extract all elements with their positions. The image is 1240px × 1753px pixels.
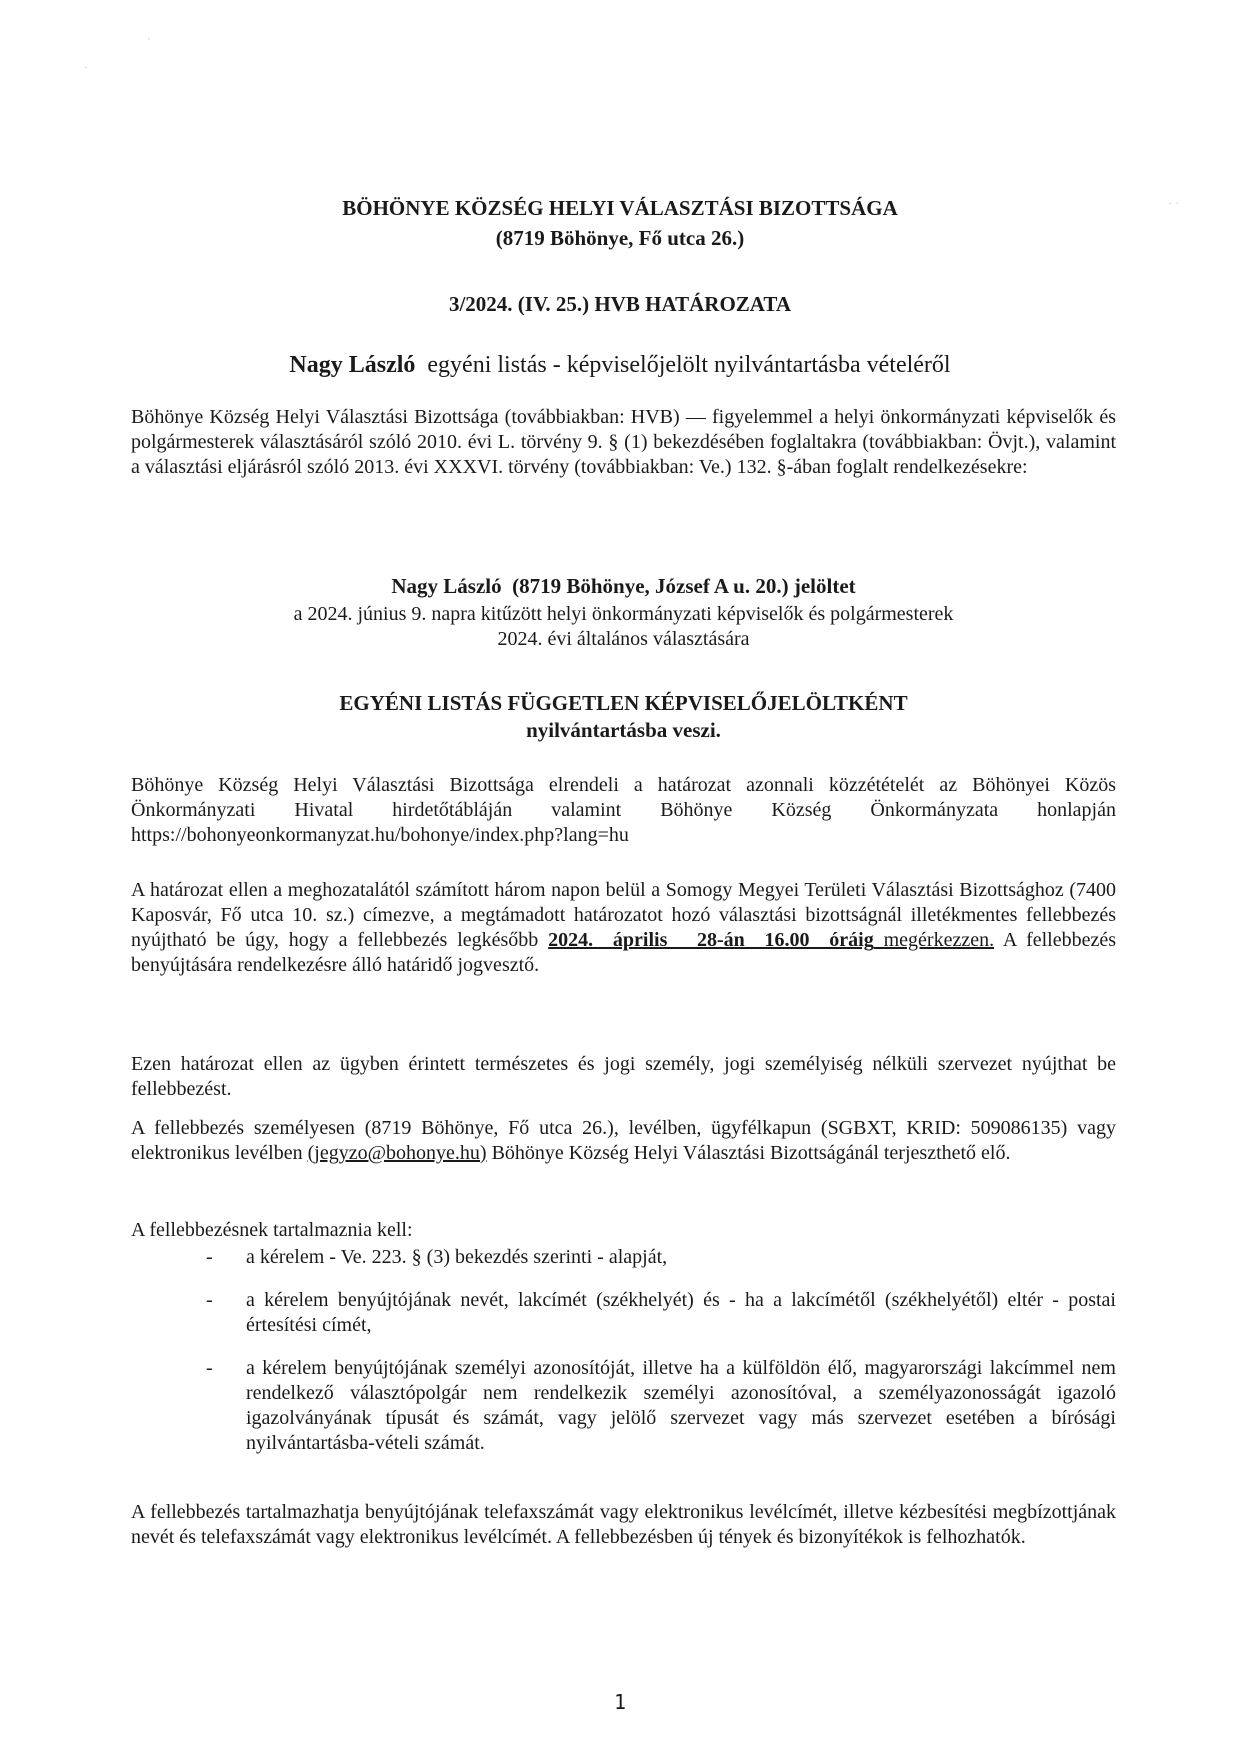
committee-address: (8719 Böhönye, Fő utca 26.): [495, 226, 745, 250]
submission-text-after: Böhönye Község Helyi Választási Bizottságánál terjeszthető elő.: [486, 1142, 1011, 1164]
list-item: [131, 1356, 1116, 1456]
contents-list: [131, 1245, 1116, 1456]
optional-contents-paragraph: A fellebbezés tartalmazhatja benyújtójának telefaxszámát vagy elektronikus levélcímét, illetve kézbesítési megbízottjának nevét és telefaxszámát vagy elektronikus levélcímét. A fellebbezésben új tények és bizonyítékok is felhozhatók.: [131, 1501, 1116, 1548]
list-marker: -: [206, 1289, 213, 1311]
scan-speck: ·: [84, 60, 88, 74]
list-marker: -: [206, 1246, 213, 1268]
appeal-text-before: A határozat ellen a meghozatalától számított három napon belül a Somogy Megyei Területi Választási Bizottsághoz (7400 Kaposvár, Fő utca 10. sz.) címezve, a megtámadott határozatot hozó választási bizottságnál illetékmentes fellebbezés nyújtható be úgy, hogy a fellebbezés legkésőbb: [131, 879, 1116, 951]
submission-text-before: A fellebbezés személyesen (8719 Böhönye, Fő utca 26.), levélben, ügyfélkapun (SGBXT, KRID: 509086135) vagy elektronikus levélben: [131, 1117, 1116, 1164]
election-line: a 2024. június 9. napra kitűzött helyi önkormányzati képviselők és polgármesterek 2024. évi általános választására: [293, 603, 954, 650]
subject-name: Nagy László: [289, 352, 416, 378]
intro-paragraph: Böhönye Község Helyi Választási Bizottsága (továbbiakban: HVB) — figyelemmel a helyi önkormányzati képviselők és polgármesterek választásáról szóló 2010. évi L. törvény 9. § (1) bekezdésében foglaltakra (továbbiakban: Övjt.), valamint a választási eljárásról szóló 2013. évi XXXVI. törvény (továbbiakban: Ve.) 132. §-ában foglalt rendelkezésekre:: [131, 406, 1116, 478]
contents-intro: A fellebbezésnek tartalmaznia kell:: [131, 1219, 413, 1241]
list-item: [131, 1245, 1116, 1270]
appeal-paragraph: [131, 878, 1116, 978]
candidate-line: Nagy László (8719 Böhönye, József A u. 20.) jelöltet: [391, 574, 856, 598]
appeal-deadline-tail: megérkezzen.: [873, 929, 995, 951]
ruling-line-2: nyilvántartásba veszi.: [526, 718, 721, 742]
list-item-text: a kérelem benyújtójának személyi azonosítóját, illetve ha a külföldön élő, magyarországi lakcímmel nem rendelkező választópolgár nem rendelkezik személyi azonosítóval, a személyazonosságát igazoló igazolványának típusát és számát, vagy jelölő szervezet vagy más szervezet esetében a bírósági nyilvántartásba-vételi számát.: [246, 1357, 1116, 1454]
standing-paragraph: Ezen határozat ellen az ügyben érintett természetes és jogi személy, jogi személyiség nélküli szervezet nyújthat be fellebbezést.: [131, 1053, 1116, 1100]
scan-speck: · ·: [1168, 196, 1179, 210]
committee-name: BÖHÖNYE KÖZSÉG HELYI VÁLASZTÁSI BIZOTTSÁGA: [342, 196, 898, 220]
decision-subject: [0, 352, 1240, 379]
page-number: 1: [613, 1690, 627, 1714]
ruling-line-1: EGYÉNI LISTÁS FÜGGETLEN KÉPVISELŐJELÖLTKÉNT: [339, 691, 908, 715]
list-item: [131, 1288, 1116, 1338]
appeal-deadline: 2024. április 28-án 16.00 óráig: [548, 929, 874, 951]
list-marker: -: [206, 1357, 213, 1379]
email-link[interactable]: (jegyzo@bohonye.hu): [307, 1142, 487, 1164]
subject-rest: egyéni listás - képviselőjelölt nyilvántartásba vételéről: [415, 352, 951, 378]
appeal-text-after: A fellebbezés benyújtására rendelkezésre álló határidő jogvesztő.: [131, 929, 1117, 976]
ruling-block: [131, 690, 1116, 744]
list-item-text: a kérelem - Ve. 223. § (3) bekezdés szerinti - alapját,: [246, 1246, 668, 1268]
submission-paragraph: [131, 1116, 1116, 1166]
publication-paragraph: Böhönye Község Helyi Választási Bizottsága elrendeli a határozat azonnali közzétételét az Böhönyei Közös Önkormányzati Hivatal hirdetőtábláján valamint Böhönye Község Önkormányzata honlapján https://bohonyeonkormanyzat.hu/bohonye/index.php?lang=hu: [131, 774, 1116, 846]
list-item-text: a kérelem benyújtójának nevét, lakcímét (székhelyét) és - ha a lakcímétől (székhelyétől) eltér - postai értesítési címét,: [246, 1289, 1116, 1336]
decision-number: 3/2024. (IV. 25.) HVB HATÁROZATA: [448, 292, 792, 316]
scan-speck: ': [148, 34, 151, 48]
